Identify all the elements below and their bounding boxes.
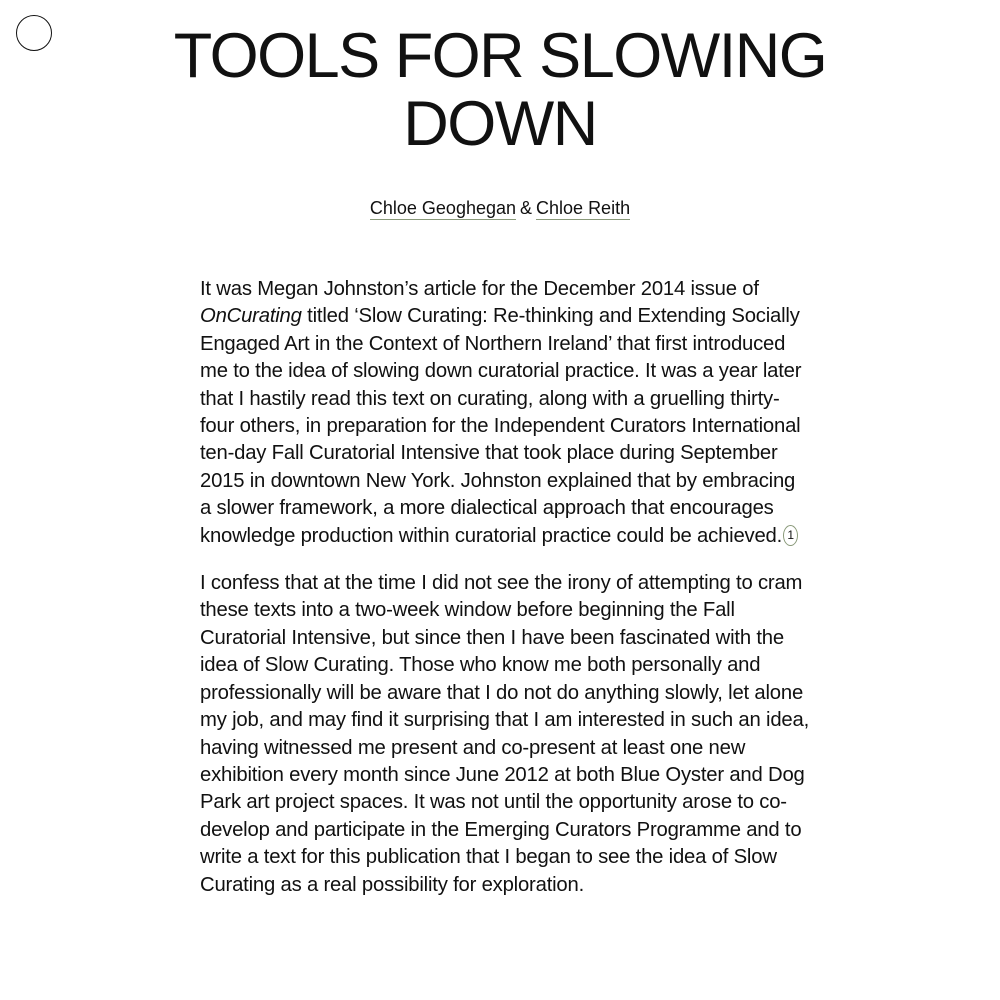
paragraph-2: I confess that at the time I did not see the irony of attempting to cram these texts into a two-week window before beginning the Fall Curatorial Intensive, but since then I have been fascinated with the idea of Slow Curating. Those who know me both personally and professionally will be aware that I do not do anything slowly, let alone my job, and may find it surprising that I am interested in such an idea, having witnessed me present and co-present at least one new exhibition every month since June 2012 at both Blue Oyster and Dog Park art project spaces. It was not until the opportunity arose to co-develop and participate in the Emerging Curators Programme and to write a text for this publication that I began to see the idea of Slow Curating as a real possibility for exploration. bbox=[200, 572, 810, 896]
page-title: TOOLS FOR SLOWING DOWN bbox=[173, 21, 827, 159]
paragraph-1-text-end: titled ‘Slow Curating: Re-thinking and Extending Socially Engaged Art in the Context of Northern Ireland’ that first introduced me to the idea of slowing down curatorial practice. It was a year later that I hastily read this text on curating, along with a gruelling thirty-four others, in preparation for the Independent Curators International ten-day Fall Curatorial Intensive that took place during September 2015 in downtown New York. Johnston explained that by embracing a slower framework, a more dialectical approach that encourages knowledge production within curatorial practice could be achieved. bbox=[200, 305, 802, 547]
publication-title: OnCurating bbox=[200, 305, 302, 328]
author-byline bbox=[0, 196, 1000, 220]
author-link-chloe-reith[interactable]: Chloe Reith bbox=[536, 198, 631, 218]
author-link-chloe-geoghegan[interactable]: Chloe Geoghegan bbox=[369, 198, 517, 218]
paragraph-1-text-start: It was Megan Johnston’s article for the December 2014 issue of bbox=[200, 278, 759, 300]
author-separator: & bbox=[520, 198, 533, 218]
paragraph-1 bbox=[200, 276, 810, 550]
article-body bbox=[200, 276, 810, 919]
circle-menu-icon[interactable] bbox=[16, 15, 52, 51]
footnote-reference-1[interactable]: 1 bbox=[783, 525, 798, 546]
